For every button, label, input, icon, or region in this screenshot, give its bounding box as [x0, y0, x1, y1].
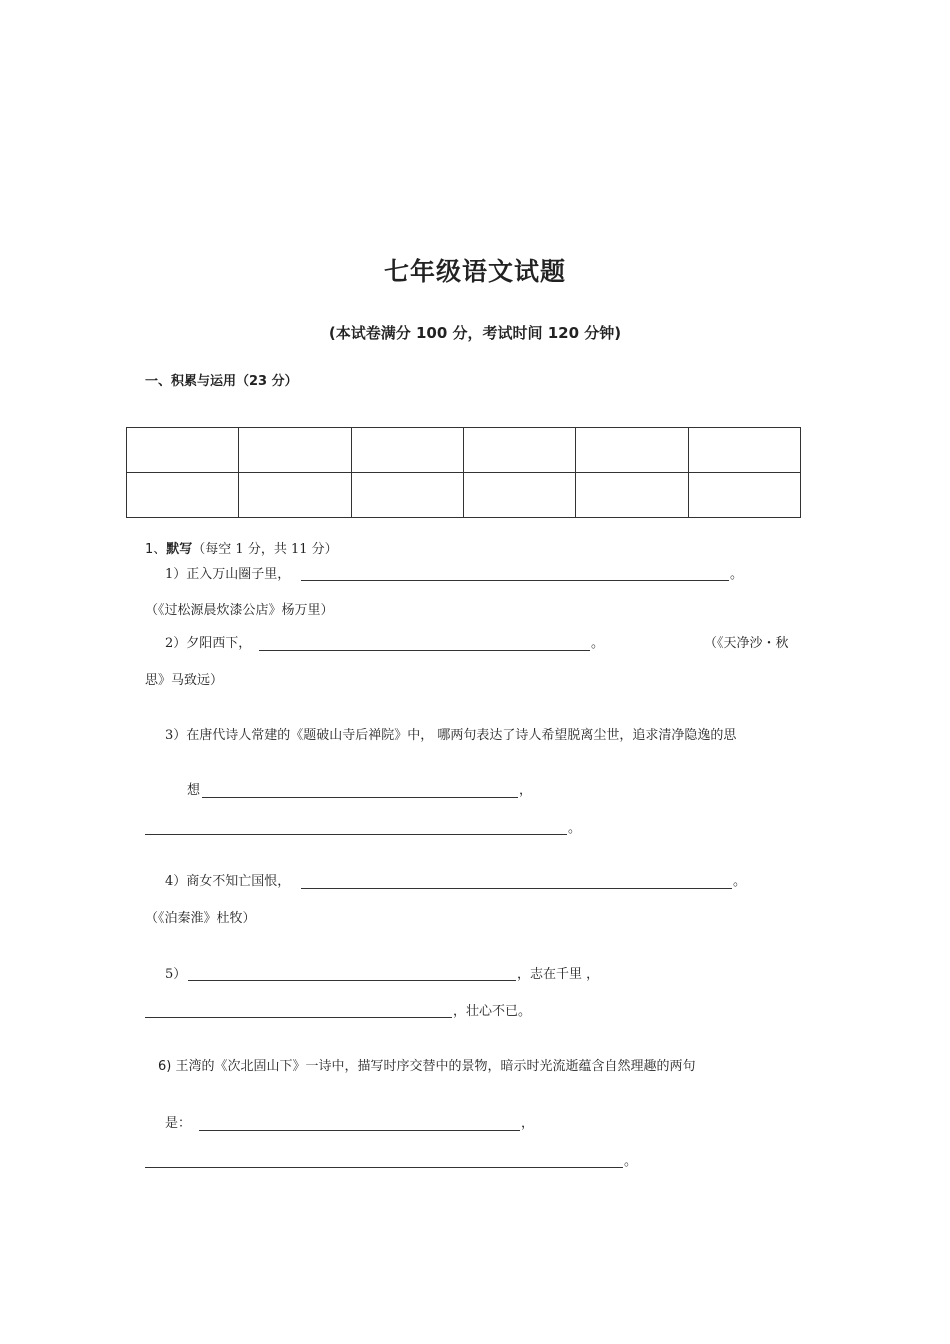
item-5-end: ，壮心不已。 — [453, 1004, 532, 1019]
item-3-end: 。 — [568, 821, 582, 836]
item-4-end: 。 — [733, 874, 747, 889]
table-cell — [127, 473, 239, 518]
item-2-end: 。 — [591, 636, 605, 651]
item-1-prefix: 1）正入万山圈子里， — [165, 567, 291, 582]
table-cell — [688, 473, 800, 518]
item-2-source: 思》马致远） — [145, 673, 224, 688]
item-1-end: 。 — [730, 567, 744, 582]
table-cell — [688, 428, 800, 473]
question-label: 默写 — [166, 542, 193, 557]
table-cell — [127, 428, 239, 473]
item-4-source: （《泊秦淮》杜牧） — [145, 911, 256, 926]
question-heading — [145, 542, 338, 558]
section-heading: 一、积累与运用（23 分） — [145, 374, 298, 389]
question-note: （每空 1 分，共 11 分） — [192, 542, 338, 557]
table-cell — [239, 428, 351, 473]
item-3-question: 3）在唐代诗人常建的《题破山寺后禅院》中， 哪两句表达了诗人希望脱离尘世，追求清净隐逸的思 — [165, 728, 737, 743]
table-row — [127, 473, 801, 518]
item-6-question: 6) 王湾的《次北固山下》一诗中，描写时序交替中的景物，暗示时光流逝蕴含自然理趣的两句 — [158, 1059, 696, 1074]
table-cell — [351, 473, 463, 518]
item-5-prefix: 5） — [165, 967, 187, 982]
item-4-prefix: 4）商女不知亡国恨， — [165, 874, 291, 889]
exam-info: (本试卷满分 100 分，考试时间 120 分钟) — [328, 324, 622, 342]
table-cell — [239, 473, 351, 518]
question-number: 1、 — [145, 542, 167, 557]
item-2-source: （《天净沙・秋 — [704, 636, 789, 651]
answer-blank[interactable] — [199, 1130, 520, 1131]
item-2-prefix: 2）夕阳西下， — [165, 636, 252, 651]
answer-blank[interactable] — [259, 650, 590, 651]
item-1-source: （《过松源晨炊漆公店》杨万里） — [145, 603, 334, 618]
item-5-mid: ，志在千里 ， — [517, 967, 600, 982]
table-cell — [463, 473, 575, 518]
item-6-label: 是： — [165, 1116, 192, 1131]
answer-blank[interactable] — [301, 888, 732, 889]
answer-blank[interactable] — [202, 797, 518, 798]
table-cell — [576, 473, 688, 518]
table-cell — [463, 428, 575, 473]
page-title: 七年级语文试题 — [383, 257, 566, 286]
answer-blank[interactable] — [145, 834, 567, 835]
score-table — [126, 427, 801, 518]
table-row — [127, 428, 801, 473]
item-3-comma: ， — [519, 783, 533, 798]
item-6-comma: ， — [521, 1116, 535, 1131]
answer-blank[interactable] — [301, 580, 729, 581]
answer-blank[interactable] — [145, 1017, 452, 1018]
table-cell — [351, 428, 463, 473]
answer-blank[interactable] — [145, 1167, 623, 1168]
item-6-end: 。 — [624, 1154, 638, 1169]
answer-blank[interactable] — [188, 980, 516, 981]
item-3-cont: 想 — [187, 783, 201, 798]
table-cell — [576, 428, 688, 473]
